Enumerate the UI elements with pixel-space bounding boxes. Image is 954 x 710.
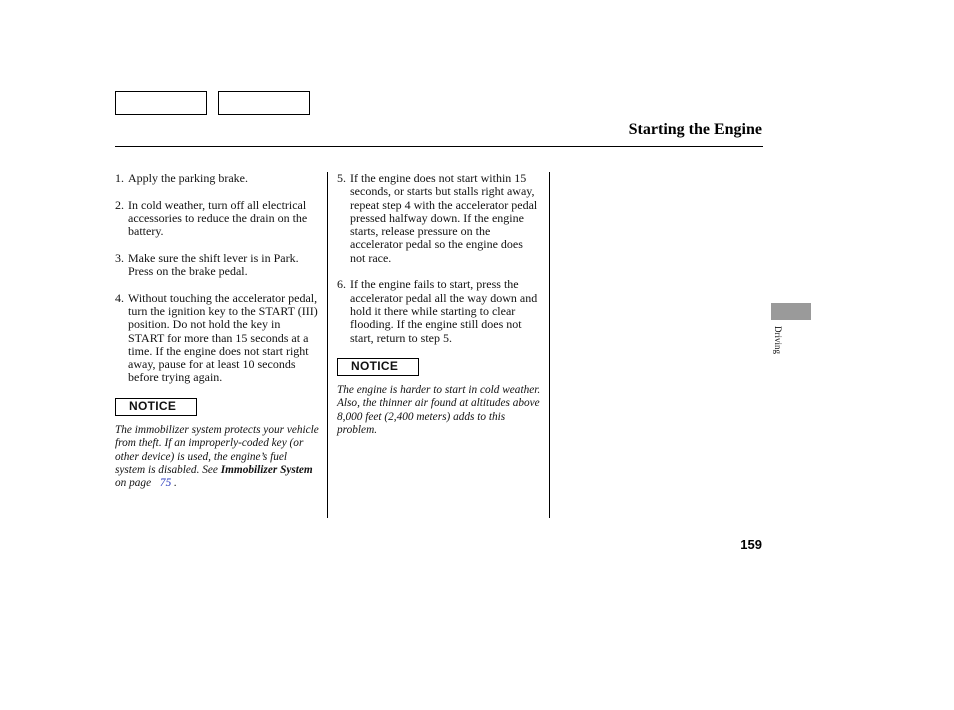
step-number: 1. <box>115 171 124 185</box>
notice-text <box>115 424 319 490</box>
title-divider <box>115 146 763 147</box>
nav-button-main-menu[interactable] <box>115 91 207 115</box>
step-number: 6. <box>337 277 346 292</box>
on-page-text: on page <box>115 477 152 490</box>
notice-badge: NOTICE <box>337 358 419 376</box>
step-number: 5. <box>337 171 346 185</box>
step-text: In cold weather, turn off all electrical accessories to reduce the drain on the battery. <box>128 197 308 239</box>
step-item <box>115 172 319 185</box>
step-number: 3. <box>115 250 124 265</box>
left-column <box>115 172 319 491</box>
step-item <box>115 199 319 239</box>
section-tab <box>771 303 811 320</box>
step-text: Make sure the shift lever is in Park. Press on the brake pedal. <box>128 250 299 279</box>
step-item <box>115 252 319 279</box>
notice-period: . <box>174 477 177 490</box>
step-item <box>115 292 319 385</box>
step-item <box>337 278 541 344</box>
step-number: 4. <box>115 290 124 305</box>
notice-text: The engine is harder to start in cold weather. Also, the thinner air found at altitudes above 8,000 feet (2,400 meters) adds to this problem. <box>337 384 541 437</box>
page-75-link[interactable]: 75 <box>159 477 172 490</box>
step-text: Without touching the accelerator pedal, turn the ignition key to the START (III) position. Do not hold the key in START for more than 15 seconds at a time. If the engine does not start right away, pause for at least 10 seconds before trying again. <box>128 290 318 385</box>
step-text: Apply the parking brake. <box>128 171 248 185</box>
step-text: If the engine does not start within 15 seconds, or starts but stalls right away, repeat step 4 with the accelerator pedal pressed halfway down. If the engine starts, release pressure on the accelerator pedal so the engine does not race. <box>350 171 538 265</box>
column-divider-2 <box>549 172 550 518</box>
notice-badge: NOTICE <box>115 398 197 416</box>
nav-button-index[interactable] <box>218 91 310 115</box>
immobilizer-system-ref: Immobilizer System <box>220 463 313 476</box>
step-item <box>337 172 541 265</box>
page-title: Starting the Engine <box>628 121 762 138</box>
step-text: If the engine fails to start, press the accelerator pedal all the way down and hold it there while starting to clear flooding. If the engine still does not start, return to step 5. <box>350 277 538 345</box>
column-divider-1 <box>327 172 328 518</box>
right-column <box>337 172 541 437</box>
notice-body: The immobilizer system protects your vehicle from theft. If an improperly-coded key (or other device) is used, the engine’s fuel system is disabled. See <box>115 424 319 476</box>
step-number: 2. <box>115 197 124 212</box>
page-number: 159 <box>740 537 762 552</box>
section-label: Driving <box>773 326 783 354</box>
